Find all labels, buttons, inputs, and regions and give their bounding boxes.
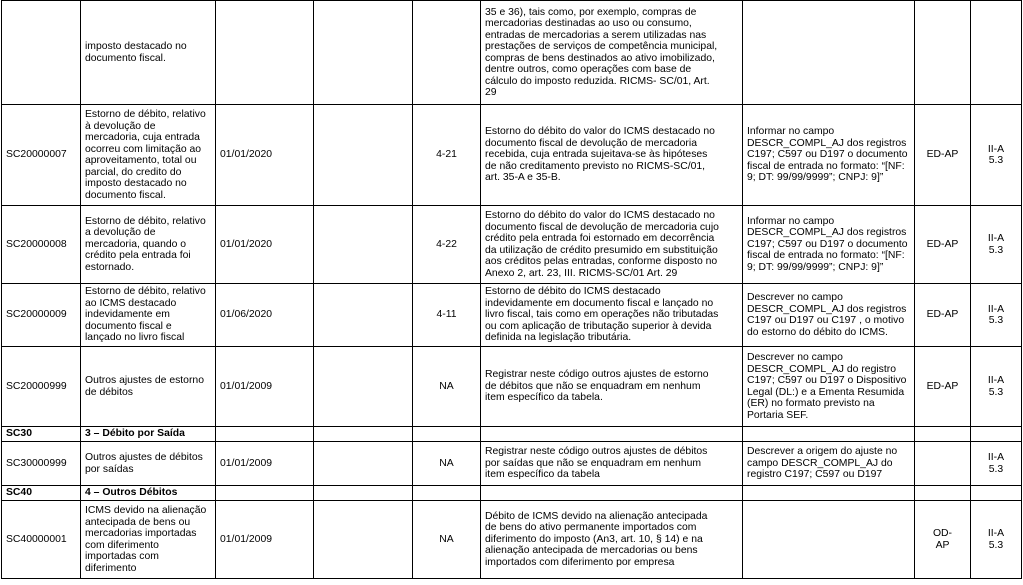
table-row [2, 105, 1022, 206]
start-date-cell: 01/01/2009 [216, 501, 314, 579]
group-title-cell: 4 – Outros Débitos [81, 486, 216, 501]
legal-text-cell: Registrar neste código outros ajustes de débitos por saídas que não se enquadram em nenhum item específico da tabela [481, 442, 743, 486]
code-cell: SC20000008 [2, 206, 81, 284]
table-row [2, 442, 1022, 486]
end-date-cell [314, 347, 413, 427]
empty-cell [216, 486, 314, 501]
code-cell: SC40000001 [2, 501, 81, 579]
number-cell: 4-21 [413, 105, 481, 206]
legal-text-cell: Estorno do débito do valor do ICMS destacado no documento fiscal de devolução de mercadoria cujo crédito pela entrada foi estornado em decorrência da utilização de crédito presumido em substituição aos créditos pelas entradas, conforme disposto no Anexo 2, art. 23, III. RICMS-SC/01 Art. 29 [481, 206, 743, 284]
group-header-row [2, 486, 1022, 501]
group-header-row [2, 427, 1022, 442]
start-date-cell: 01/01/2020 [216, 105, 314, 206]
code-cell: SC20000009 [2, 284, 81, 347]
empty-cell [481, 427, 743, 442]
legal-text-cell: 35 e 36), tais como, por exemplo, compras de mercadorias destinadas ao uso ou consumo, entradas de mercadorias a serem utilizadas nas prestações de serviços de competência municipal, compras de bens destinados ao ativo imobilizado, dentre outros, como operações com base de cálculo do imposto reduzida. RICMS- SC/01, Art. 29 [481, 1, 743, 105]
type-cell: ED-AP [915, 284, 971, 347]
empty-cell [413, 486, 481, 501]
number-cell: NA [413, 501, 481, 579]
number-cell: NA [413, 442, 481, 486]
code-cell [2, 1, 81, 105]
table-row [2, 206, 1022, 284]
fill-instruction-cell: Descrever no campo DESCR_COMPL_AJ do registro C197; C597 ou D197 o Dispositivo Legal (DL:) e a Ementa Resumida (ER) no formato previsto na Portaria SEF. [743, 347, 915, 427]
reference-cell [971, 1, 1022, 105]
table-row [2, 284, 1022, 347]
end-date-cell [314, 284, 413, 347]
description-cell: Estorno de débito, relativo à devolução de mercadoria, cuja entrada ocorreu com limitação ao aproveitamento, total ou parcial, do credito do imposto destacado no documento fiscal. [81, 105, 216, 206]
empty-cell [314, 427, 413, 442]
empty-cell [971, 427, 1022, 442]
reference-cell: II-A 5.3 [971, 105, 1022, 206]
reference-cell: II-A 5.3 [971, 347, 1022, 427]
group-title-cell: 3 – Débito por Saída [81, 427, 216, 442]
empty-cell [314, 486, 413, 501]
type-cell [915, 442, 971, 486]
start-date-cell: 01/01/2020 [216, 206, 314, 284]
reference-cell: II-A 5.3 [971, 206, 1022, 284]
type-cell: OD- AP [915, 501, 971, 579]
empty-cell [915, 486, 971, 501]
start-date-cell [216, 1, 314, 105]
empty-cell [413, 427, 481, 442]
empty-cell [413, 1, 481, 105]
empty-cell [743, 427, 915, 442]
code-cell: SC20000999 [2, 347, 81, 427]
type-cell: ED-AP [915, 206, 971, 284]
empty-cell [971, 486, 1022, 501]
table-row [2, 1, 1022, 105]
start-date-cell: 01/01/2009 [216, 347, 314, 427]
description-cell: imposto destacado no documento fiscal. [81, 1, 216, 105]
description-cell: ICMS devido na alienação antecipada de bens ou mercadorias importadas com diferimento importadas com diferimento [81, 501, 216, 579]
type-cell: ED-AP [915, 347, 971, 427]
code-cell: SC30000999 [2, 442, 81, 486]
reference-cell: II-A 5.3 [971, 501, 1022, 579]
empty-cell [216, 427, 314, 442]
number-cell [314, 1, 413, 105]
number-cell: 4-22 [413, 206, 481, 284]
end-date-cell [314, 105, 413, 206]
reference-cell: II-A 5.3 [971, 284, 1022, 347]
group-code-cell: SC40 [2, 486, 81, 501]
description-cell: Estorno de débito, relativo ao ICMS destacado indevidamente em documento fiscal e lançado no livro fiscal [81, 284, 216, 347]
legal-text-cell: Estorno de débito do ICMS destacado indevidamente em documento fiscal e lançado no livro fiscal, tais como em operações não tributadas ou com aplicação de tributação superior à devida definida na legislação tributária. [481, 284, 743, 347]
fill-instruction-cell [743, 1, 915, 105]
description-cell: Outros ajustes de débitos por saídas [81, 442, 216, 486]
start-date-cell: 01/06/2020 [216, 284, 314, 347]
fill-instruction-cell [743, 501, 915, 579]
start-date-cell: 01/01/2009 [216, 442, 314, 486]
code-cell: SC20000007 [2, 105, 81, 206]
type-cell [915, 1, 971, 105]
description-cell: Outros ajustes de estorno de débitos [81, 347, 216, 427]
empty-cell [915, 427, 971, 442]
group-code-cell: SC30 [2, 427, 81, 442]
fill-instruction-cell: Descrever a origem do ajuste no campo DESCR_COMPL_AJ do registro C197; C597 ou D197 [743, 442, 915, 486]
empty-cell [743, 486, 915, 501]
adjustment-codes-table [1, 0, 1022, 579]
table-row [2, 501, 1022, 579]
number-cell: NA [413, 347, 481, 427]
end-date-cell [314, 442, 413, 486]
end-date-cell [314, 501, 413, 579]
legal-text-cell: Débito de ICMS devido na alienação antecipada de bens do ativo permanente importados com diferimento do imposto (An3, art. 10, § 14) e na alienação antecipada de mercadorias ou bens importados com diferimento por empresa [481, 501, 743, 579]
fill-instruction-cell: Descrever no campo DESCR_COMPL_AJ dos registros C197 ou D197 ou C197 , o motivo do estorno do débito do ICMS. [743, 284, 915, 347]
end-date-cell [314, 206, 413, 284]
table-row [2, 347, 1022, 427]
number-cell: 4-11 [413, 284, 481, 347]
description-cell: Estorno de débito, relativo a devolução de mercadoria, quando o crédito pela entrada foi estornado. [81, 206, 216, 284]
legal-text-cell: Estorno do débito do valor do ICMS destacado no documento fiscal de devolução de mercadoria recebida, cuja entrada sujeitava-se às hipóteses de não creditamento previsto no RICMS-SC/01, art. 35-A e 35-B. [481, 105, 743, 206]
fill-instruction-cell: Informar no campo DESCR_COMPL_AJ dos registros C197; C597 ou D197 o documento fiscal de entrada no formato: “[NF: 9; DT: 99/99/9999”; CNPJ: 9]” [743, 105, 915, 206]
empty-cell [481, 486, 743, 501]
fill-instruction-cell: Informar no campo DESCR_COMPL_AJ dos registros C197; C597 ou D197 o documento fiscal de entrada no formato: “[NF: 9; DT: 99/99/9999”; CNPJ: 9]” [743, 206, 915, 284]
reference-cell: II-A 5.3 [971, 442, 1022, 486]
type-cell: ED-AP [915, 105, 971, 206]
legal-text-cell: Registrar neste código outros ajustes de estorno de débitos que não se enquadram em nenhum item específico da tabela. [481, 347, 743, 427]
